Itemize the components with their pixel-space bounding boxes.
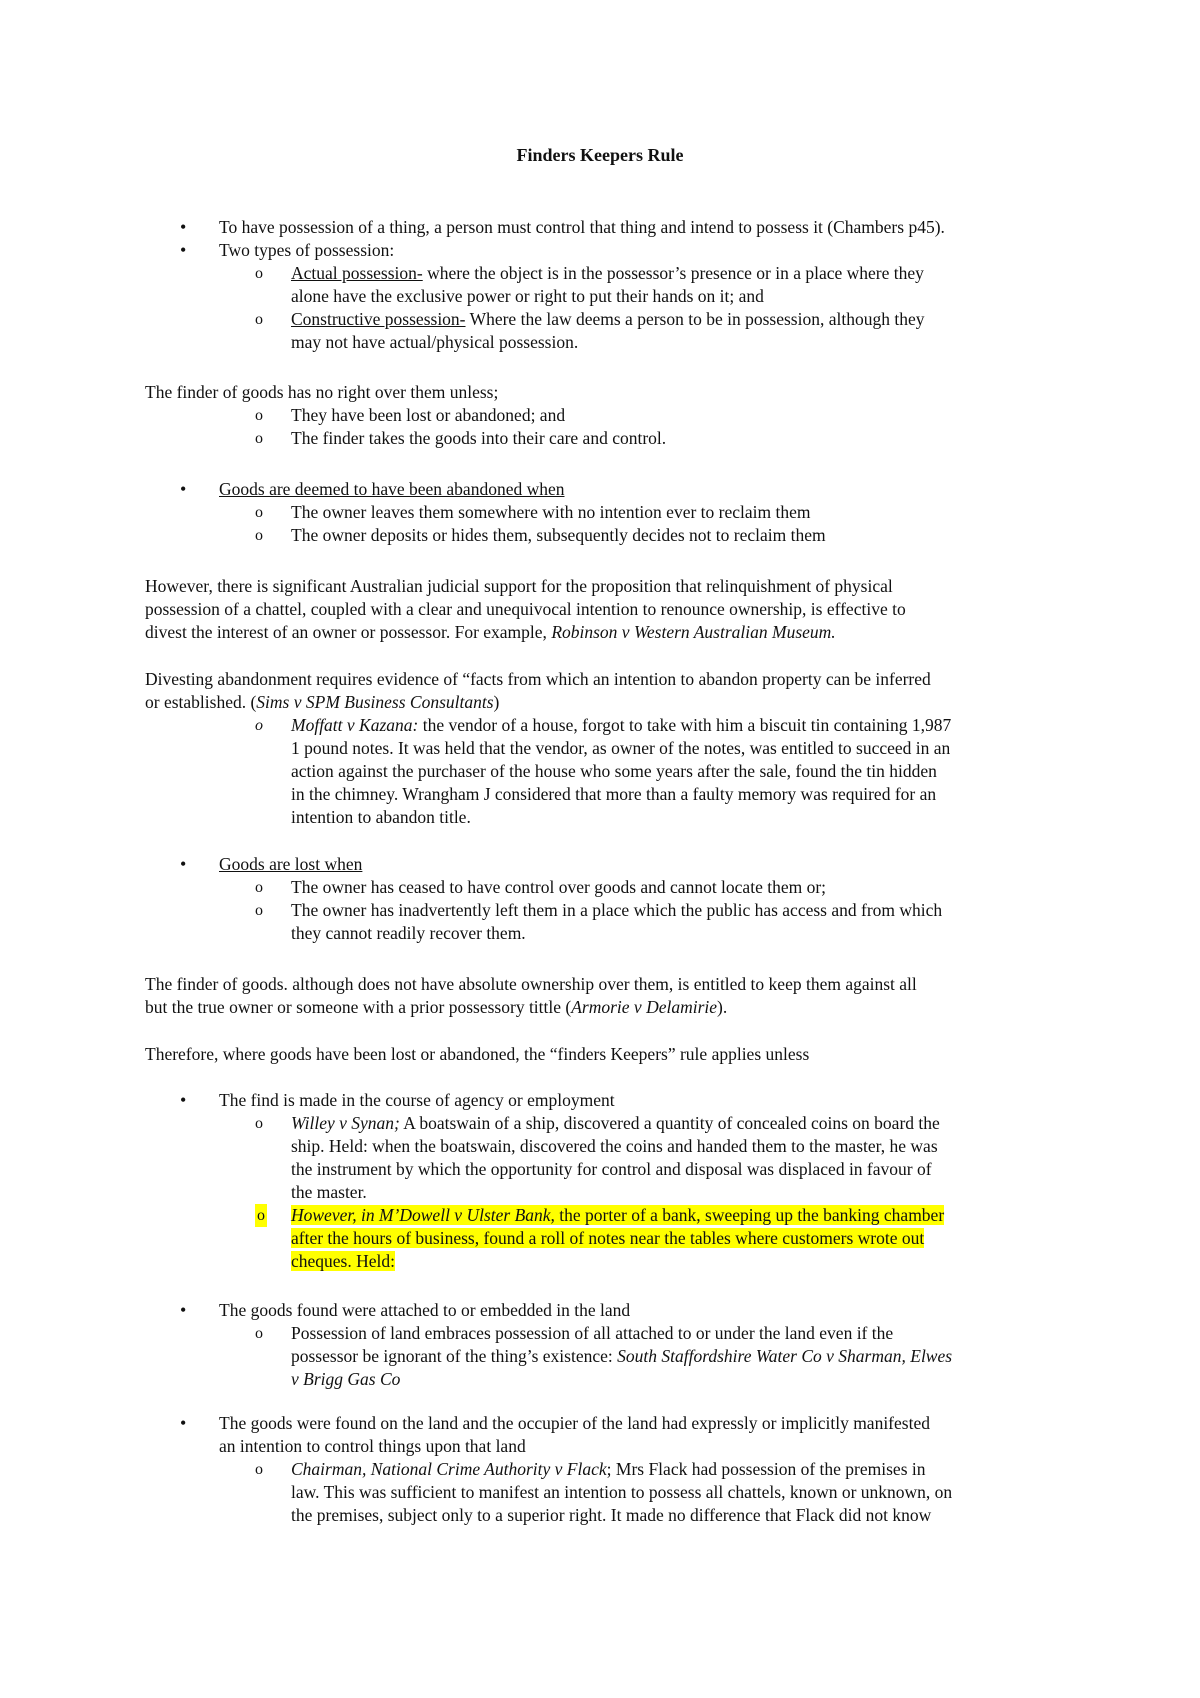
intro-section [145,216,1065,354]
flack-text-3: the premises, subject only to a superior right. It made no difference that Flack did not know [291,1505,932,1525]
moffatt-text-1: the vendor of a house, forgot to take with him a biscuit tin containing 1,987 [418,715,952,735]
sub-bullet-marker: o [255,879,263,896]
bullet-icon [180,1089,186,1112]
sub-bullet-marker: o [255,1325,263,1342]
abandoned-item-2: The owner deposits or hides them, subsequently decides not to reclaim them [291,525,826,545]
moffatt-text-4: in the chimney. Wrangham J considered that more than a faulty memory was required for an [291,784,937,804]
bullet-icon [180,478,186,501]
sub-bullet-marker: o [255,430,263,447]
sub-bullet-marker: o [255,717,263,734]
divesting-line-1: Divesting abandonment requires evidence of “facts from which an intention to abandon property can be inferred [145,669,931,689]
finder-rights-section [145,381,1065,450]
finder-entitled-line-2: but the true owner or someone with a prior possessory tittle ( [145,997,572,1017]
sub-bullet-marker: o [255,1115,263,1132]
agency-section [145,1089,1065,1273]
case-elwes: v Brigg Gas Co [291,1369,401,1389]
abandoned-heading: Goods are deemed to have been abandoned when [219,479,565,499]
occupier-heading-1: The goods were found on the land and the occupier of the land had expressly or implicitly manifested [219,1413,930,1433]
finder-entitled-line-1: The finder of goods. although does not have absolute ownership over them, is entitled to keep them against all [145,974,917,994]
divesting-line-2: or established. ( [145,692,257,712]
agency-heading: The find is made in the course of agency or employment [219,1090,615,1110]
australian-support-line-3: divest the interest of an owner or possessor. For example, [145,622,552,642]
finder-entitled-line-2-end: ). [717,997,728,1017]
moffatt-text-5: intention to abandon title. [291,807,471,827]
finder-rights-item-1: They have been lost or abandoned; and [291,405,566,425]
moffatt-text-2: 1 pound notes. It was held that the vendor, as owner of the notes, was entitled to succeed in an [291,738,951,758]
sub-bullet-marker: o [255,504,263,521]
lost-item-2: The owner has inadvertently left them in a place which the public has access and from which [291,900,943,920]
intro-bullet-2: Two types of possession: [219,240,395,260]
sub-bullet-marker: o [255,902,263,919]
page-title: Finders Keepers Rule [516,145,684,165]
australian-support-line-1: However, there is significant Australian judicial support for the proposition that relinquishment of physical [145,576,893,596]
finder-rights-item-2: The finder takes the goods into their care and control. [291,428,667,448]
flack-text-1: ; Mrs Flack had possession of the premises in [606,1459,926,1479]
finder-entitled-paragraph [145,973,1065,1019]
divesting-section [145,668,1065,829]
case-moffatt: Moffatt v Kazana: [291,715,419,735]
intro-bullet-1: To have possession of a thing, a person must control that thing and intend to possess it (Chambers p45). [219,217,945,237]
willey-text-3: the instrument by which the opportunity for control and disposal was displaced in favour of [291,1159,932,1179]
case-willey: Willey v Synan; [291,1113,400,1133]
attached-heading: The goods found were attached to or embedded in the land [219,1300,631,1320]
constructive-possession-label: Constructive possession- [291,309,466,329]
occupier-heading-2: an intention to control things upon that land [219,1436,526,1456]
finder-rights-lead: The finder of goods has no right over them unless; [145,382,499,402]
willey-text-4: the master. [291,1182,367,1202]
sub-bullet-marker: o [255,527,263,544]
moffatt-text-3: action against the purchaser of the house who some years after the sale, found the tin hidden [291,761,937,781]
actual-possession-label: Actual possession- [291,263,423,283]
attached-section [145,1299,1065,1391]
actual-possession-text-cont: alone have the exclusive power or right to put their hands on it; and [291,286,764,306]
divesting-line-2-end: ) [493,692,500,712]
willey-text-1: A boatswain of a ship, discovered a quantity of concealed coins on board the [399,1113,940,1133]
case-robinson: Robinson v Western Australian Museum. [551,622,836,642]
constructive-possession-text-cont: may not have actual/physical possession. [291,332,579,352]
actual-possession-text: where the object is in the possessor’s presence or in a place where they [422,263,924,283]
lost-item-1: The owner has ceased to have control over goods and cannot locate them or; [291,877,827,897]
sub-bullet-marker: o [255,1204,267,1227]
bullet-icon [180,853,186,876]
case-south-staffordshire: South Staffordshire Water Co v Sharman, Elwes [617,1346,953,1366]
occupier-section [145,1412,1065,1527]
therefore-paragraph [145,1043,1065,1066]
sub-bullet-marker: o [255,1461,263,1478]
flack-text-2: law. This was sufficient to manifest an intention to possess all chattels, known or unknown, on [291,1482,953,1502]
therefore-line: Therefore, where goods have been lost or abandoned, the “finders Keepers” rule applies unless [145,1044,810,1064]
sub-bullet-marker: o [255,265,263,282]
attached-text-1: Possession of land embraces possession of all attached to or under the land even if the [291,1323,894,1343]
australian-support-line-2: possession of a chattel, coupled with a clear and unequivocal intention to renounce ownership, is effective to [145,599,906,619]
abandoned-section [145,478,1065,547]
mdowell-text-3: cheques. Held: [291,1251,395,1271]
lost-item-2-cont: they cannot readily recover them. [291,923,526,943]
case-flack: Chairman, National Crime Authority v Flack [291,1459,607,1479]
australian-support-paragraph [145,575,1065,644]
bullet-icon [180,216,186,239]
sub-bullet-marker: o [255,407,263,424]
lost-section [145,853,1065,945]
mdowell-text-2: after the hours of business, found a roll of notes near the tables where customers wrote out [291,1228,925,1248]
case-mdowell: However, in M’Dowell v Ulster Bank, [291,1205,555,1225]
bullet-icon [180,239,186,262]
attached-text-2: possessor be ignorant of the thing’s existence: [291,1346,618,1366]
willey-text-2: ship. Held: when the boatswain, discovered the coins and handed them to the master, he was [291,1136,938,1156]
case-sims: Sims v SPM Business Consultants [256,692,494,712]
abandoned-item-1: The owner leaves them somewhere with no intention ever to reclaim them [291,502,811,522]
lost-heading: Goods are lost when [219,854,363,874]
mdowell-text-1: the porter of a bank, sweeping up the banking chamber [554,1205,945,1225]
constructive-possession-text: Where the law deems a person to be in possession, although they [465,309,925,329]
bullet-icon [180,1412,186,1435]
bullet-icon [180,1299,186,1322]
sub-bullet-marker: o [255,311,263,328]
case-armorie: Armorie v Delamirie [571,997,718,1017]
